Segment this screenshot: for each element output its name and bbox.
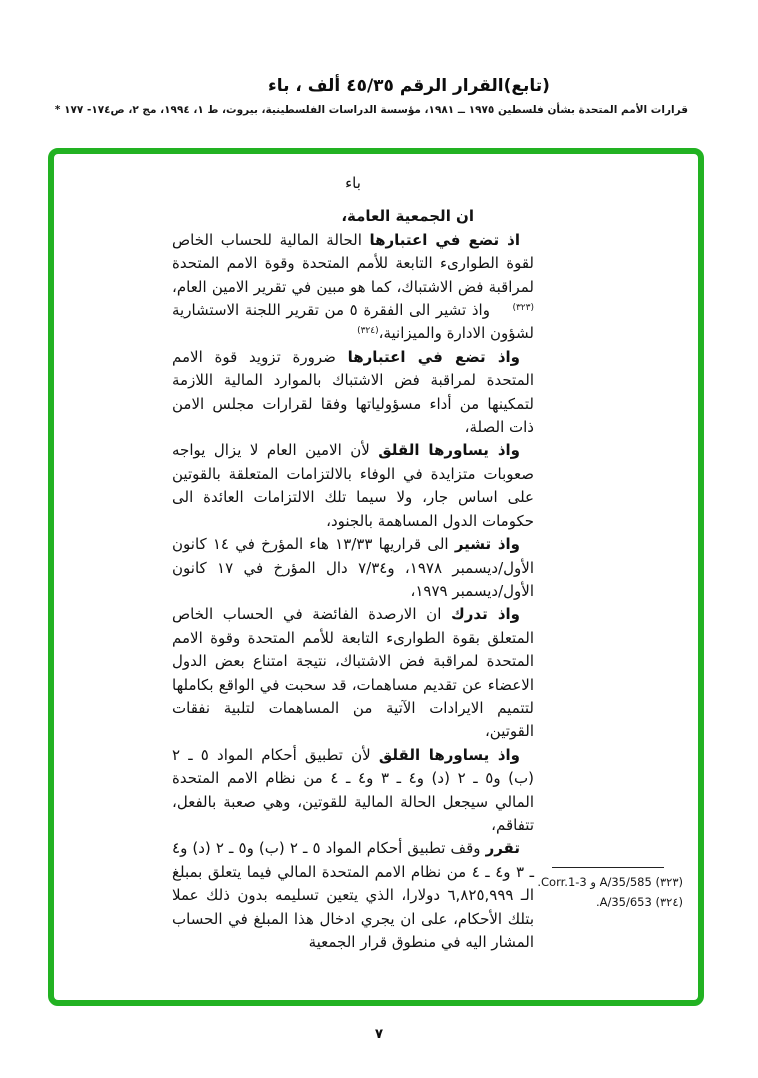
paragraph-2-text: ضرورة تزويد قوة الامم المتحدة لمراقبة فض الاشتباك بالموارد المالية اللازمة لتمكينها من أداء مسؤولياتها وفقا لقرارات مجلس الامن ذات الصلة،: [172, 347, 534, 437]
paragraph-5: [172, 603, 534, 743]
paragraph-2: [172, 346, 534, 440]
source-citation-line: قرارات الأمم المتحدة بشأن فلسطين ١٩٧٥ ــ ١٩٨١، مؤسسة الدراسات الفلسطينية، بيروت، ط ١، ١٩٩٤، مج ٢، ص١٧٤- ١٧٧ *: [54, 104, 688, 116]
footnote-323: (٣٢٣) A/35/585 و Corr.1-3.: [537, 875, 683, 889]
paragraph-3-lead: واذ يساورها القلق: [378, 441, 520, 460]
page-number: ٧: [374, 1026, 384, 1042]
footnotes-block: [363, 872, 683, 912]
paragraph-3: [172, 439, 534, 533]
paragraph-6-lead: واذ يساورها القلق: [378, 745, 521, 764]
paragraph-3-text: لأن الامين العام لا يزال يواجه صعوبات متزايدة في الوفاء بالالتزامات المتعلقة بالقوتين على اساس جار، ولا سيما تلك الالتزامات العائدة الى حكومات الدول المساهمة بالجنود،: [172, 441, 534, 530]
resolution-body: [172, 172, 534, 954]
footnote-ref-324: (٣٢٤): [357, 326, 379, 337]
salutation-line: ان الجمعية العامة،: [341, 207, 474, 226]
paragraph-4-lead: واذ تشير: [454, 535, 520, 554]
paragraph-6: [172, 744, 534, 838]
footnote-divider: [552, 867, 664, 868]
paragraph-5-lead: واذ تدرك: [451, 605, 520, 624]
paragraph-1-text2: واذ تشير الى الفقرة ٥ من تقرير اللجنة الاستشارية لشؤون الادارة والميزانية،: [172, 301, 534, 343]
paragraph-1: [172, 229, 534, 346]
paragraph-4-text: الى قراريها ١٣/٣٣ هاء المؤرخ في ١٤ كانون الأول/ديسمبر ١٩٧٨، و٧/٣٤ دال المؤرخ في ١٧ كانون الأول/ديسمبر ١٩٧٩،: [172, 535, 535, 600]
section-heading: باء: [345, 174, 361, 192]
paragraph-2-lead: واذ تضع في اعتبارها: [347, 347, 520, 366]
paragraph-1-lead: اذ تضع في اعتبارها: [369, 230, 520, 249]
paragraph-6-text: لأن تطبيق أحكام المواد ٥ ـ ٢ (ب) و٥ ـ ٢ (د) و٤ ـ ٣ و٤ ـ ٤ من نظام الامم المتحدة المالي سيجعل الحالة المالية للقوتين، وهي صعبة بالفعل، تتفاقم،: [172, 745, 534, 834]
footnote-ref-323: (٣٢٣): [512, 303, 534, 314]
paragraph-7-text: وقف تطبيق أحكام المواد ٥ ـ ٢ (ب) و٥ ـ ٢ (د) و٤ ـ ٣ و٤ ـ ٤ من نظام الامم المتحدة المالي فيما يتعلق بمبلغ الـ ٦,٨٢٥,٩٩٩ دولارا، الذي يتعين تسليمه بدون ذلك عملا بتلك الأحكام، على ان يجري ادخال هذا المبلغ في الحساب المشار اليه في منطوق قرار الجمعية: [172, 839, 534, 951]
paragraph-1-text: الحالة المالية للحساب الخاص لقوة الطوارىء التابعة للأمم المتحدة وقوة الامم المتحدة لمراقبة فض الاشتباك، كما هو مبين في تقرير الامين العام،: [172, 230, 534, 296]
footnote-324: (٣٢٤) A/35/653.: [595, 895, 683, 909]
paragraph-7-lead: تقرر: [485, 839, 520, 858]
paragraph-5-text: ان الارصدة الفائضة في الحساب الخاص المتعلق بقوة الطوارىء التابعة للأمم المتحدة وقوة الامم المتحدة لمراقبة فض الاشتباك، نتيجة امتناع بعض الدول الاعضاء عن تقديم مساهمات، قد سحبت في الواقع بكاملها لتتميم الايرادات الآتية من المساهمات لتلبية نفقات القوتين،: [172, 605, 534, 741]
paragraph-4: [172, 533, 534, 603]
page-title: (تابع)القرار الرقم ٤٥/٣٥ ألف ، باء: [268, 76, 550, 96]
